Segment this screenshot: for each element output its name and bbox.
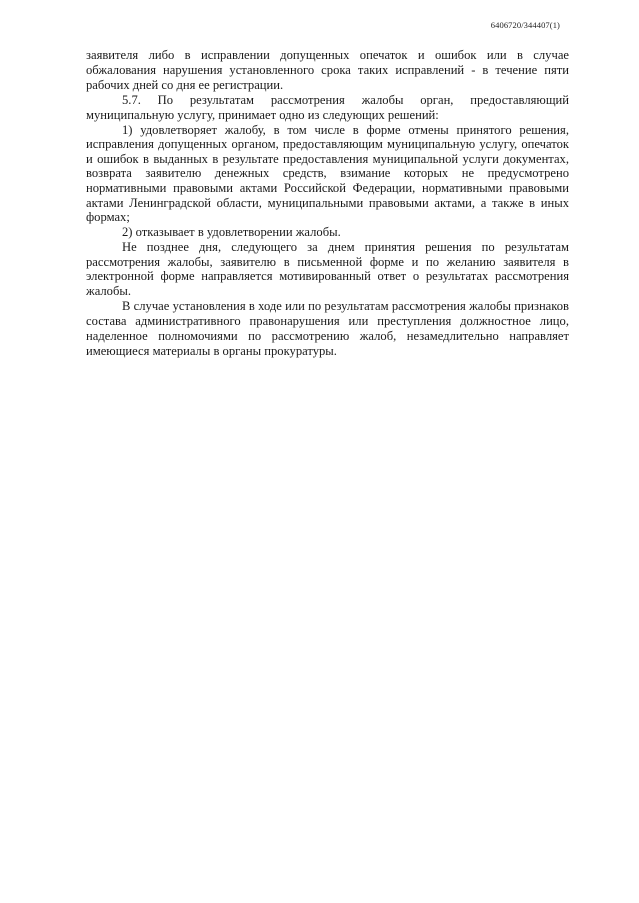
paragraph-response: Не позднее дня, следующего за днем принятия решения по результатам рассмотрения жалобы, заявителю в письменной форме и по желанию заявителя в электронной форме направляется мотивированный ответ о результатах рассмотрения жалобы. (86, 239, 569, 299)
paragraph-decision-1: 1) удовлетворяет жалобу, в том числе в форме отмены принятого решения, исправления допущенных органом, предоставляющим муниципальную услугу, опечаток и ошибок в выданных в результате предоставления муниципальной услуги документах, возврата заявителю денежных средств, взимание которых не предусмотрено нормативными правовыми актами Российской Федерации, нормативными правовыми актами Ленинградской области, муниципальными правовыми актами, а также в иных формах; (86, 122, 569, 225)
paragraph-continuation: заявителя либо в исправлении допущенных опечаток и ошибок или в случае обжалования нарушения установленного срока таких исправлений - в течение пяти рабочих дней со дня ее регистрации. (86, 48, 569, 92)
paragraph-5-7: 5.7. По результатам рассмотрения жалобы орган, предоставляющий муниципальную услугу, принимает одно из следующих решений: (86, 92, 569, 122)
paragraph-decision-2: 2) отказывает в удовлетворении жалобы. (122, 224, 341, 239)
paragraph-prosecutor: В случае установления в ходе или по результатам рассмотрения жалобы признаков состава административного правонарушения или преступления должностное лицо, наделенное полномочиями по рассмотрению жалоб, незамедлительно направляет имеющиеся материалы в органы прокуратуры. (86, 299, 569, 358)
document-number: 6406720/344407(1) (490, 20, 560, 30)
document-body (86, 48, 569, 359)
